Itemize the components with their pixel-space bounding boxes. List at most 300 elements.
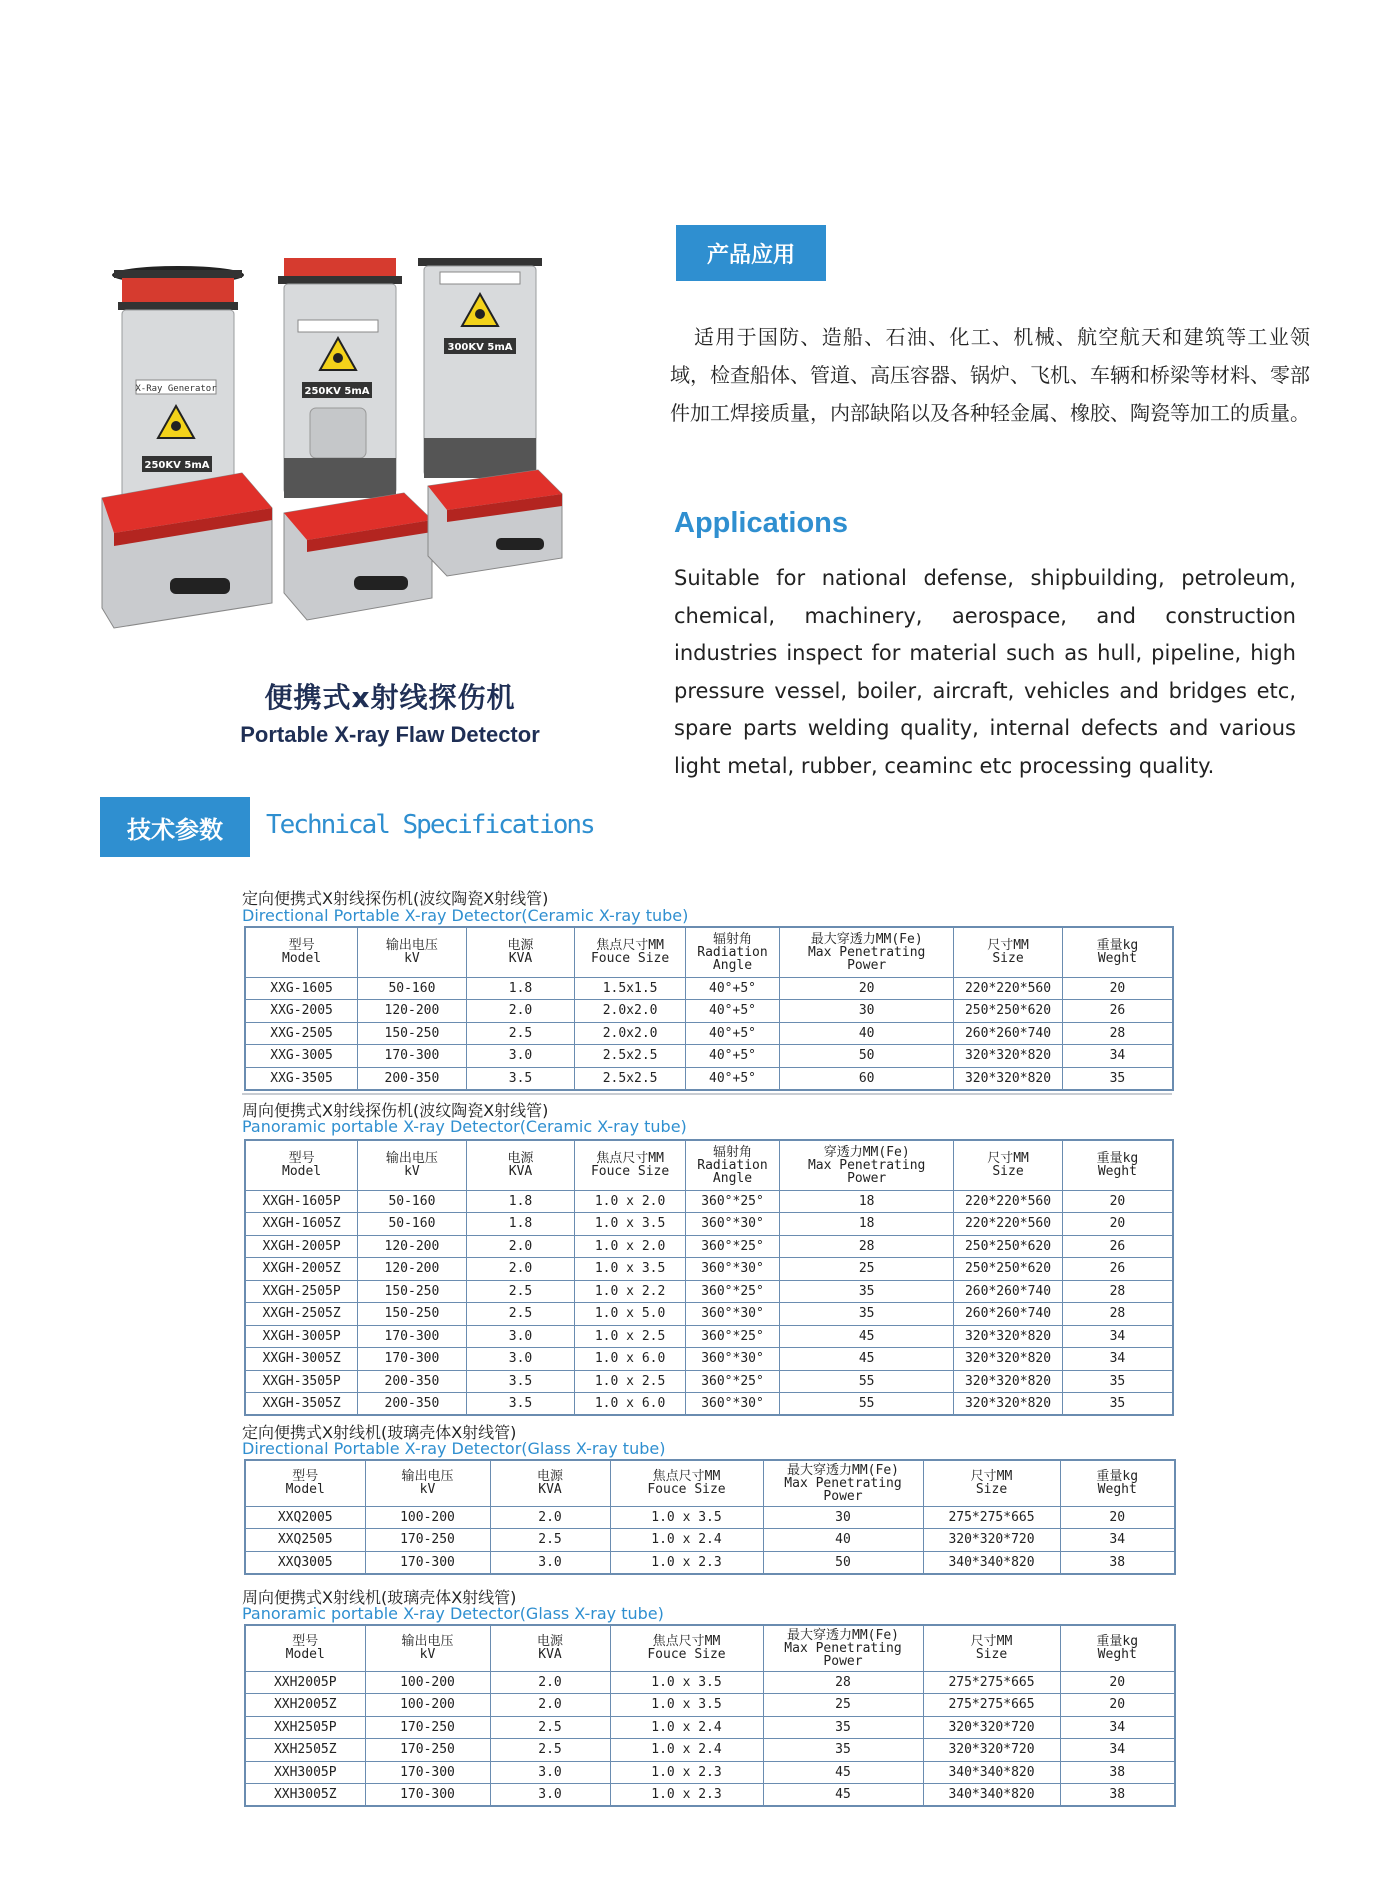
column-header bbox=[954, 927, 1063, 977]
table-cell: 2.5 bbox=[490, 1716, 610, 1739]
table-cell: XXG-3005 bbox=[245, 1045, 358, 1068]
table-header-row bbox=[245, 1460, 1175, 1506]
table-cell: 3.5 bbox=[466, 1067, 575, 1090]
column-header-line: 输出电压 bbox=[385, 1151, 438, 1167]
table-cell: 2.5 bbox=[466, 1280, 575, 1303]
spec-table-4 bbox=[244, 1624, 1176, 1807]
column-header-line: 焦点尺寸MM bbox=[596, 938, 664, 954]
table-cell: 1.0 x 3.5 bbox=[610, 1694, 763, 1717]
table-cell: 1.0 x 6.0 bbox=[575, 1393, 686, 1416]
column-header bbox=[1060, 1625, 1175, 1671]
column-header-line: 辐射角 bbox=[712, 1144, 752, 1160]
table-cell: 170-300 bbox=[358, 1045, 467, 1068]
svg-text:250KV 5mA: 250KV 5mA bbox=[304, 386, 370, 397]
table-cell: 170-250 bbox=[365, 1739, 490, 1762]
table-cell: 34 bbox=[1062, 1325, 1173, 1348]
table-cell: 35 bbox=[1062, 1067, 1173, 1090]
generator-rating-label: 250KV 5mA bbox=[144, 460, 210, 471]
specs-title: Technical Specifications bbox=[266, 810, 594, 840]
table-cell: 38 bbox=[1060, 1784, 1175, 1807]
section4-title-cn: 周向便携式X射线机(玻璃壳体X射线管) bbox=[242, 1588, 517, 1607]
column-header bbox=[923, 1460, 1060, 1506]
table-cell: 35 bbox=[780, 1303, 954, 1326]
table-cell: XXQ3005 bbox=[245, 1551, 365, 1574]
table-cell: 170-300 bbox=[358, 1348, 467, 1371]
table-cell: XXGH-3505Z bbox=[245, 1393, 358, 1416]
table-cell: 1.0 x 2.5 bbox=[575, 1370, 686, 1393]
table-cell: 1.0 x 2.5 bbox=[575, 1325, 686, 1348]
table-cell: 40°+5° bbox=[685, 1022, 779, 1045]
table-cell: 320*320*720 bbox=[923, 1716, 1060, 1739]
table-row bbox=[245, 1235, 1173, 1258]
table-cell: 1.0 x 2.3 bbox=[610, 1784, 763, 1807]
table-cell: 60 bbox=[780, 1067, 954, 1090]
table-cell: 28 bbox=[763, 1671, 923, 1694]
application-text-cn: 适用于国防、造船、石油、化工、机械、航空航天和建筑等工业领域，检查船体、管道、高压容器、锅炉、飞机、车辆和桥梁等材料、零部件加工焊接质量，内部缺陷以及各种轻金属、橡胶、陶瓷等加工的质量。 bbox=[670, 325, 1310, 425]
section3-title-cn: 定向便携式X射线机(玻璃壳体X射线管) bbox=[242, 1423, 517, 1442]
table-cell: 1.8 bbox=[466, 977, 575, 1000]
table-cell: 320*320*820 bbox=[954, 1067, 1063, 1090]
table-cell: 3.0 bbox=[490, 1551, 610, 1574]
column-header bbox=[923, 1625, 1060, 1671]
section3-title-en: Directional Portable X-ray Detector(Glass X-ray tube) bbox=[242, 1439, 666, 1458]
column-header bbox=[780, 927, 954, 977]
table-cell: 320*320*820 bbox=[954, 1325, 1063, 1348]
table-cell: 1.0 x 3.5 bbox=[575, 1213, 686, 1236]
column-header-line: Power bbox=[847, 957, 887, 973]
column-header-line: 输出电压 bbox=[401, 1469, 454, 1485]
table-cell: XXGH-3005P bbox=[245, 1325, 358, 1348]
table-cell: 1.0 x 3.5 bbox=[575, 1258, 686, 1281]
table-cell: 50-160 bbox=[358, 1190, 467, 1213]
table-cell: 38 bbox=[1060, 1551, 1175, 1574]
table-cell: 100-200 bbox=[365, 1671, 490, 1694]
table-cell: 18 bbox=[780, 1213, 954, 1236]
table-cell: 34 bbox=[1060, 1529, 1175, 1552]
table-cell: 360°*30° bbox=[685, 1348, 779, 1371]
spec-table-2 bbox=[244, 1139, 1174, 1416]
column-header-line: 穿透力MM(Fe) bbox=[823, 1144, 910, 1160]
product-image bbox=[92, 258, 672, 668]
table-cell: 360°*25° bbox=[685, 1235, 779, 1258]
table-cell: 250*250*620 bbox=[954, 1235, 1063, 1258]
column-header bbox=[358, 927, 467, 977]
table-row bbox=[245, 1506, 1175, 1529]
column-header-line: 输出电压 bbox=[401, 1634, 454, 1650]
table-cell: XXQ2505 bbox=[245, 1529, 365, 1552]
table-cell: 50-160 bbox=[358, 977, 467, 1000]
column-header-line: Radiation bbox=[697, 944, 768, 960]
table-cell: 170-300 bbox=[365, 1784, 490, 1807]
table-cell: 360°*25° bbox=[685, 1280, 779, 1303]
column-header-line: Weght bbox=[1097, 951, 1137, 967]
table-cell: 2.0 bbox=[466, 1258, 575, 1281]
table-cell: 2.0 bbox=[490, 1506, 610, 1529]
column-header-line: Fouce Size bbox=[590, 951, 670, 967]
column-header-line: 最大穿透力MM(Fe) bbox=[787, 1627, 899, 1643]
column-header bbox=[763, 1460, 923, 1506]
table-cell: 30 bbox=[763, 1506, 923, 1529]
table-row bbox=[245, 1022, 1173, 1045]
table-cell: 220*220*560 bbox=[954, 1213, 1063, 1236]
section2-title-cn: 周向便携式X射线探伤机(波纹陶瓷X射线管) bbox=[242, 1101, 549, 1120]
column-header-line: Max Penetrating bbox=[784, 1640, 902, 1656]
table-cell: XXG-1605 bbox=[245, 977, 358, 1000]
table-cell: XXH2505Z bbox=[245, 1739, 365, 1762]
column-header-line: 尺寸MM bbox=[987, 938, 1029, 954]
table-cell: 45 bbox=[780, 1348, 954, 1371]
table-row bbox=[245, 1213, 1173, 1236]
table-row bbox=[245, 977, 1173, 1000]
section1-title-en: Directional Portable X-ray Detector(Ceramic X-ray tube) bbox=[242, 906, 689, 925]
column-header-line: Model bbox=[285, 1482, 325, 1498]
table-cell: 260*260*740 bbox=[954, 1303, 1063, 1326]
column-header-line: Fouce Size bbox=[647, 1482, 726, 1498]
column-header-line: Angle bbox=[712, 957, 753, 973]
column-header-line: 焦点尺寸MM bbox=[652, 1469, 721, 1485]
table-cell: 40 bbox=[763, 1529, 923, 1552]
table-cell: XXH2005Z bbox=[245, 1694, 365, 1717]
table-cell: 170-300 bbox=[365, 1551, 490, 1574]
table-cell: 360°*25° bbox=[685, 1190, 779, 1213]
column-header bbox=[358, 1140, 467, 1190]
table-cell: 360°*25° bbox=[685, 1325, 779, 1348]
column-header bbox=[954, 1140, 1063, 1190]
table-row bbox=[245, 1280, 1173, 1303]
column-header bbox=[575, 1140, 686, 1190]
table-row bbox=[245, 1784, 1175, 1807]
column-header bbox=[1062, 1140, 1173, 1190]
column-header-line: Model bbox=[282, 951, 322, 967]
table-cell: 18 bbox=[780, 1190, 954, 1213]
table-cell: XXGH-2505P bbox=[245, 1280, 358, 1303]
table-cell: 360°*30° bbox=[685, 1303, 779, 1326]
column-header bbox=[466, 1140, 575, 1190]
column-header bbox=[245, 1460, 365, 1506]
table-cell: 360°*30° bbox=[685, 1393, 779, 1416]
table-cell: 35 bbox=[763, 1739, 923, 1762]
table-cell: 1.0 x 2.3 bbox=[610, 1551, 763, 1574]
column-header bbox=[1060, 1460, 1175, 1506]
table-cell: 50-160 bbox=[358, 1213, 467, 1236]
table-cell: 100-200 bbox=[365, 1694, 490, 1717]
table-cell: 20 bbox=[780, 977, 954, 1000]
column-header-line: Power bbox=[823, 1488, 863, 1504]
column-header bbox=[610, 1625, 763, 1671]
column-header-line: 型号 bbox=[292, 1469, 319, 1485]
column-header bbox=[365, 1625, 490, 1671]
applications-title: Applications bbox=[674, 507, 849, 539]
table-cell: 200-350 bbox=[358, 1370, 467, 1393]
table-cell: 3.0 bbox=[466, 1348, 575, 1371]
divider bbox=[242, 1093, 1172, 1095]
column-header-line: Size bbox=[992, 1164, 1024, 1180]
product-title-cn: 便携式x射线探伤机 bbox=[264, 681, 516, 714]
table-cell: XXGH-3505P bbox=[245, 1370, 358, 1393]
table-cell: 40°+5° bbox=[685, 1045, 779, 1068]
table-cell: 275*275*665 bbox=[923, 1671, 1060, 1694]
table-cell: 150-250 bbox=[358, 1280, 467, 1303]
table-cell: 45 bbox=[763, 1761, 923, 1784]
table-cell: 2.5 bbox=[490, 1529, 610, 1552]
column-header bbox=[685, 927, 779, 977]
column-header-line: 最大穿透力MM(Fe) bbox=[787, 1462, 899, 1478]
table-cell: 3.0 bbox=[466, 1325, 575, 1348]
column-header-line: 电源 bbox=[507, 938, 534, 954]
table-cell: 35 bbox=[1062, 1370, 1173, 1393]
column-header-line: Angle bbox=[712, 1170, 753, 1186]
table-cell: XXGH-2505Z bbox=[245, 1303, 358, 1326]
table-cell: 320*320*820 bbox=[954, 1045, 1063, 1068]
table-cell: 220*220*560 bbox=[954, 977, 1063, 1000]
table-cell: 35 bbox=[780, 1280, 954, 1303]
table-cell: 40 bbox=[780, 1022, 954, 1045]
column-header-line: KVA bbox=[538, 1647, 562, 1663]
table-cell: 20 bbox=[1062, 1190, 1173, 1213]
table-cell: 28 bbox=[780, 1235, 954, 1258]
table-cell: 2.5 bbox=[490, 1739, 610, 1762]
table-cell: 1.0 x 2.2 bbox=[575, 1280, 686, 1303]
table-cell: 38 bbox=[1060, 1761, 1175, 1784]
table-cell: XXG-3505 bbox=[245, 1067, 358, 1090]
table-cell: 120-200 bbox=[358, 1000, 467, 1023]
column-header-line: Size bbox=[975, 1482, 1008, 1498]
section4-title-en: Panoramic portable X-ray Detector(Glass X-ray tube) bbox=[242, 1604, 664, 1623]
column-header-line: 焦点尺寸MM bbox=[596, 1151, 664, 1167]
table-cell: 34 bbox=[1062, 1045, 1173, 1068]
column-header-line: 重量kg bbox=[1096, 1151, 1139, 1167]
column-header-line: Model bbox=[282, 1164, 322, 1180]
column-header-line: Fouce Size bbox=[647, 1647, 726, 1663]
table-cell: 28 bbox=[1062, 1022, 1173, 1045]
table-cell: 320*320*720 bbox=[923, 1739, 1060, 1762]
table-header-row bbox=[245, 927, 1173, 977]
table-cell: 1.8 bbox=[466, 1213, 575, 1236]
table-cell: 55 bbox=[780, 1393, 954, 1416]
table-cell: XXH3005P bbox=[245, 1761, 365, 1784]
control-box-middle bbox=[284, 493, 432, 620]
section2-title-en: Panoramic portable X-ray Detector(Ceramic X-ray tube) bbox=[242, 1117, 687, 1136]
table-cell: 120-200 bbox=[358, 1235, 467, 1258]
table-cell: 50 bbox=[763, 1551, 923, 1574]
table-cell: 360°*30° bbox=[685, 1258, 779, 1281]
table-header-row bbox=[245, 1140, 1173, 1190]
table-cell: 34 bbox=[1060, 1716, 1175, 1739]
column-header bbox=[575, 927, 686, 977]
table-cell: 2.0 bbox=[466, 1235, 575, 1258]
table-cell: 25 bbox=[780, 1258, 954, 1281]
table-cell: 200-350 bbox=[358, 1067, 467, 1090]
spec-table-1 bbox=[244, 926, 1174, 1091]
table-cell: 20 bbox=[1060, 1694, 1175, 1717]
table-cell: 26 bbox=[1062, 1235, 1173, 1258]
column-header bbox=[245, 1140, 358, 1190]
table-cell: 150-250 bbox=[358, 1022, 467, 1045]
table-cell: 2.5 bbox=[466, 1303, 575, 1326]
application-text-en: Suitable for national defense, shipbuilding, petroleum, chemical, machinery, aerospace, and construction industries inspect for material such as hull, pipeline, high pressure vessel, boiler, aircraft, vehicles and bridges etc, spare parts welding quality, internal defects and various light metal, rubber, ceaminc etc processing quality. bbox=[674, 566, 1296, 778]
column-header-line: 尺寸MM bbox=[987, 1151, 1029, 1167]
table-cell: 1.0 x 3.5 bbox=[610, 1671, 763, 1694]
table-cell: XXGH-2005Z bbox=[245, 1258, 358, 1281]
column-header-line: kV bbox=[419, 1482, 436, 1498]
table-cell: XXH3005Z bbox=[245, 1784, 365, 1807]
table-cell: 26 bbox=[1062, 1000, 1173, 1023]
table-cell: 275*275*665 bbox=[923, 1694, 1060, 1717]
table-cell: 1.0 x 2.4 bbox=[610, 1529, 763, 1552]
table-cell: 360°*25° bbox=[685, 1370, 779, 1393]
table-cell: 26 bbox=[1062, 1258, 1173, 1281]
table-row bbox=[245, 1551, 1175, 1574]
table-row bbox=[245, 1325, 1173, 1348]
table-cell: 170-250 bbox=[365, 1529, 490, 1552]
column-header-line: 电源 bbox=[536, 1469, 563, 1485]
table-cell: 35 bbox=[1062, 1393, 1173, 1416]
spec-table-3 bbox=[244, 1459, 1176, 1575]
table-cell: 2.5x2.5 bbox=[575, 1067, 686, 1090]
column-header-line: Size bbox=[975, 1647, 1008, 1663]
column-header-line: 辐射角 bbox=[712, 931, 752, 947]
column-header-line: 最大穿透力MM(Fe) bbox=[810, 931, 923, 947]
column-header bbox=[365, 1460, 490, 1506]
column-header bbox=[490, 1625, 610, 1671]
table-cell: XXGH-1605Z bbox=[245, 1213, 358, 1236]
column-header bbox=[490, 1460, 610, 1506]
table-cell: 260*260*740 bbox=[954, 1280, 1063, 1303]
xray-generator-middle bbox=[278, 258, 402, 498]
table-cell: 25 bbox=[763, 1694, 923, 1717]
table-cell: 340*340*820 bbox=[923, 1551, 1060, 1574]
table-cell: XXGH-2005P bbox=[245, 1235, 358, 1258]
column-header-line: Max Penetrating bbox=[807, 944, 926, 960]
table-row bbox=[245, 1258, 1173, 1281]
table-cell: 20 bbox=[1062, 977, 1173, 1000]
table-header-row bbox=[245, 1625, 1175, 1671]
table-cell: 1.0 x 2.3 bbox=[610, 1761, 763, 1784]
column-header-line: Weght bbox=[1097, 1164, 1137, 1180]
table-row bbox=[245, 1370, 1173, 1393]
table-cell: 220*220*560 bbox=[954, 1190, 1063, 1213]
column-header bbox=[245, 927, 358, 977]
table-cell: 100-200 bbox=[365, 1506, 490, 1529]
table-cell: 320*320*820 bbox=[954, 1370, 1063, 1393]
table-cell: 360°*30° bbox=[685, 1213, 779, 1236]
column-header bbox=[685, 1140, 779, 1190]
table-cell: XXH2505P bbox=[245, 1716, 365, 1739]
table-cell: 34 bbox=[1060, 1739, 1175, 1762]
table-row bbox=[245, 1761, 1175, 1784]
generator-label: X-Ray Generator bbox=[135, 384, 217, 394]
column-header-line: Power bbox=[823, 1653, 863, 1669]
table-cell: 1.0 x 5.0 bbox=[575, 1303, 686, 1326]
table-cell: 40°+5° bbox=[685, 1067, 779, 1090]
table-row bbox=[245, 1671, 1175, 1694]
table-cell: 2.0 bbox=[466, 1000, 575, 1023]
table-cell: 34 bbox=[1062, 1348, 1173, 1371]
column-header-line: 型号 bbox=[288, 938, 315, 954]
table-cell: 50 bbox=[780, 1045, 954, 1068]
table-cell: 3.0 bbox=[466, 1045, 575, 1068]
table-cell: 1.0 x 3.5 bbox=[610, 1506, 763, 1529]
table-cell: 320*320*720 bbox=[923, 1529, 1060, 1552]
column-header bbox=[763, 1625, 923, 1671]
column-header-line: 电源 bbox=[507, 1151, 534, 1167]
table-row bbox=[245, 1694, 1175, 1717]
table-cell: 1.0 x 2.0 bbox=[575, 1190, 686, 1213]
table-row bbox=[245, 1529, 1175, 1552]
column-header-line: KVA bbox=[508, 951, 533, 967]
table-cell: 28 bbox=[1062, 1280, 1173, 1303]
table-cell: 45 bbox=[780, 1325, 954, 1348]
column-header-line: KVA bbox=[508, 1164, 533, 1180]
column-header-line: KVA bbox=[538, 1482, 562, 1498]
table-cell: 170-300 bbox=[365, 1761, 490, 1784]
column-header-line: Weght bbox=[1097, 1647, 1137, 1663]
table-cell: XXGH-1605P bbox=[245, 1190, 358, 1213]
table-cell: 120-200 bbox=[358, 1258, 467, 1281]
column-header-line: 电源 bbox=[536, 1634, 563, 1650]
column-header-line: 尺寸MM bbox=[970, 1634, 1013, 1650]
table-cell: 35 bbox=[763, 1716, 923, 1739]
table-cell: XXH2005P bbox=[245, 1671, 365, 1694]
specs-badge: 技术参数 bbox=[100, 797, 250, 857]
table-cell: 2.0 bbox=[490, 1694, 610, 1717]
table-row bbox=[245, 1393, 1173, 1416]
column-header-line: kV bbox=[404, 951, 420, 967]
column-header bbox=[610, 1460, 763, 1506]
table-cell: 30 bbox=[780, 1000, 954, 1023]
table-cell: 275*275*665 bbox=[923, 1506, 1060, 1529]
table-cell: 250*250*620 bbox=[954, 1258, 1063, 1281]
column-header-line: 重量kg bbox=[1096, 1634, 1139, 1650]
table-cell: XXGH-3005Z bbox=[245, 1348, 358, 1371]
table-row bbox=[245, 1045, 1173, 1068]
table-cell: 1.8 bbox=[466, 1190, 575, 1213]
table-cell: 1.5x1.5 bbox=[575, 977, 686, 1000]
table-cell: 1.0 x 2.0 bbox=[575, 1235, 686, 1258]
column-header-line: Weght bbox=[1097, 1482, 1137, 1498]
column-header bbox=[780, 1140, 954, 1190]
column-header bbox=[1062, 927, 1173, 977]
column-header-line: Size bbox=[992, 951, 1024, 967]
table-cell: 2.0x2.0 bbox=[575, 1000, 686, 1023]
table-cell: 260*260*740 bbox=[954, 1022, 1063, 1045]
table-cell: 340*340*820 bbox=[923, 1784, 1060, 1807]
column-header bbox=[466, 927, 575, 977]
column-header bbox=[245, 1625, 365, 1671]
table-cell: XXG-2505 bbox=[245, 1022, 358, 1045]
table-row bbox=[245, 1348, 1173, 1371]
table-row bbox=[245, 1067, 1173, 1090]
table-cell: 320*320*820 bbox=[954, 1393, 1063, 1416]
table-cell: 170-250 bbox=[365, 1716, 490, 1739]
column-header-line: 尺寸MM bbox=[970, 1469, 1013, 1485]
column-header-line: Max Penetrating bbox=[807, 1157, 926, 1173]
table-cell: 20 bbox=[1060, 1506, 1175, 1529]
table-cell: 45 bbox=[763, 1784, 923, 1807]
column-header-line: Model bbox=[285, 1647, 325, 1663]
table-cell: 40°+5° bbox=[685, 1000, 779, 1023]
column-header-line: 焦点尺寸MM bbox=[652, 1634, 721, 1650]
table-cell: 170-300 bbox=[358, 1325, 467, 1348]
column-header-line: kV bbox=[419, 1647, 436, 1663]
table-cell: 2.0 bbox=[490, 1671, 610, 1694]
table-cell: 3.0 bbox=[490, 1784, 610, 1807]
column-header-line: 型号 bbox=[292, 1634, 319, 1650]
table-cell: 150-250 bbox=[358, 1303, 467, 1326]
table-row bbox=[245, 1716, 1175, 1739]
table-cell: XXG-2005 bbox=[245, 1000, 358, 1023]
control-box-front-left bbox=[102, 473, 272, 628]
